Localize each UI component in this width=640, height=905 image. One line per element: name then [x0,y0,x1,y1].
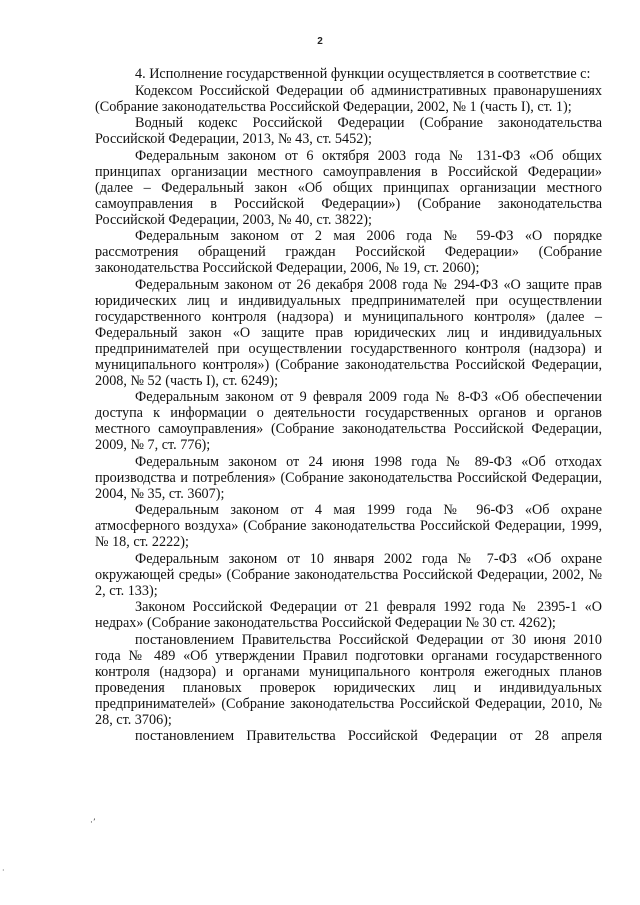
page-number: 2 [317,36,323,47]
scan-speck-mark: ·’ [90,818,96,828]
paragraph-law-8: Федеральным законом от 9 февраля 2009 года № 8-ФЗ «Об обеспечении доступа к информации о деятельности государственных органов и органов местного самоуправления» (Собрание законодательства Российской Федерации, 2009, № 7, ст. 776); [95,389,602,453]
document-body [95,66,602,745]
paragraph-decree-april: постановлением Правительства Российской Федерации от 28 апреля [135,728,602,744]
paragraph-law-59: Федеральным законом от 2 мая 2006 года № 59-ФЗ «О порядке рассмотрения обращений граждан Российской Федерации» (Собрание законодательства Российской Федерации, 2006, № 19, ст. 2060); [95,228,602,276]
paragraph-law-2395: Законом Российской Федерации от 21 февраля 1992 года № 2395-1 «О недрах» (Собрание законодательства Российской Федерации № 30 ст. 4262); [95,599,602,631]
paragraph-law-294: Федеральным законом от 26 декабря 2008 года № 294-ФЗ «О защите прав юридических лиц и индивидуальных предпринимателей при осуществлении государственного контроля (надзора) и муниципального контроля» (далее – Федеральный закон «О защите прав юридических лиц и индивидуальных предпринимателей при осуществлении государственного контроля (надзора) и муниципального контроля») (Собрание законодательства Российской Федерации, 2008, № 52 (часть I), ст. 6249); [95,276,602,389]
paragraph-koap: Кодексом Российской Федерации об административных правонарушениях (Собрание законодательства Российской Федерации, 2002, № 1 (часть I), ст. 1); [95,82,602,115]
paragraph-law-7: Федеральным законом от 10 января 2002 года № 7-ФЗ «Об охране окружающей среды» (Собрание законодательства Российской Федерации, 2002, № 2, ст. 133); [95,550,602,599]
scan-edge-mark: · [2,866,5,875]
paragraph-law-96: Федеральным законом от 4 мая 1999 года № 96-ФЗ «Об охране атмосферного воздуха» (Собрание законодательства Российской Федерации, 1999, № 18, ст. 2222); [95,502,602,550]
paragraph-law-89: Федеральным законом от 24 июня 1998 года № 89-ФЗ «Об отходах производства и потребления» (Собрание законодательства Российской Федерации, 2004, № 35, ст. 3607); [95,453,602,502]
paragraph-intro: 4. Исполнение государственной функции осуществляется в соответствие с: [135,66,591,82]
paragraph-law-131: Федеральным законом от 6 октября 2003 года № 131-ФЗ «Об общих принципах организации местного самоуправления в Российской Федерации» (далее – Федеральный закон «Об общих принципах организации местного самоуправления в Российской Федерации») (Собрание законодательства Российской Федерации, 2003, № 40, ст. 3822); [95,147,602,228]
paragraph-decree-489: постановлением Правительства Российской Федерации от 30 июня 2010 года № 489 «Об утверждении Правил подготовки органами государственного контроля (надзора) и органами муниципального контроля ежегодных планов проведения плановых проверок юридических лиц и индивидуальных предпринимателей» (Собрание законодательства Российской Федерации, 2010, № 28, ст. 3706); [95,631,602,728]
paragraph-water-code: Водный кодекс Российской Федерации (Собрание законодательства Российской Федерации, 2013, № 43, ст. 5452); [95,115,602,147]
